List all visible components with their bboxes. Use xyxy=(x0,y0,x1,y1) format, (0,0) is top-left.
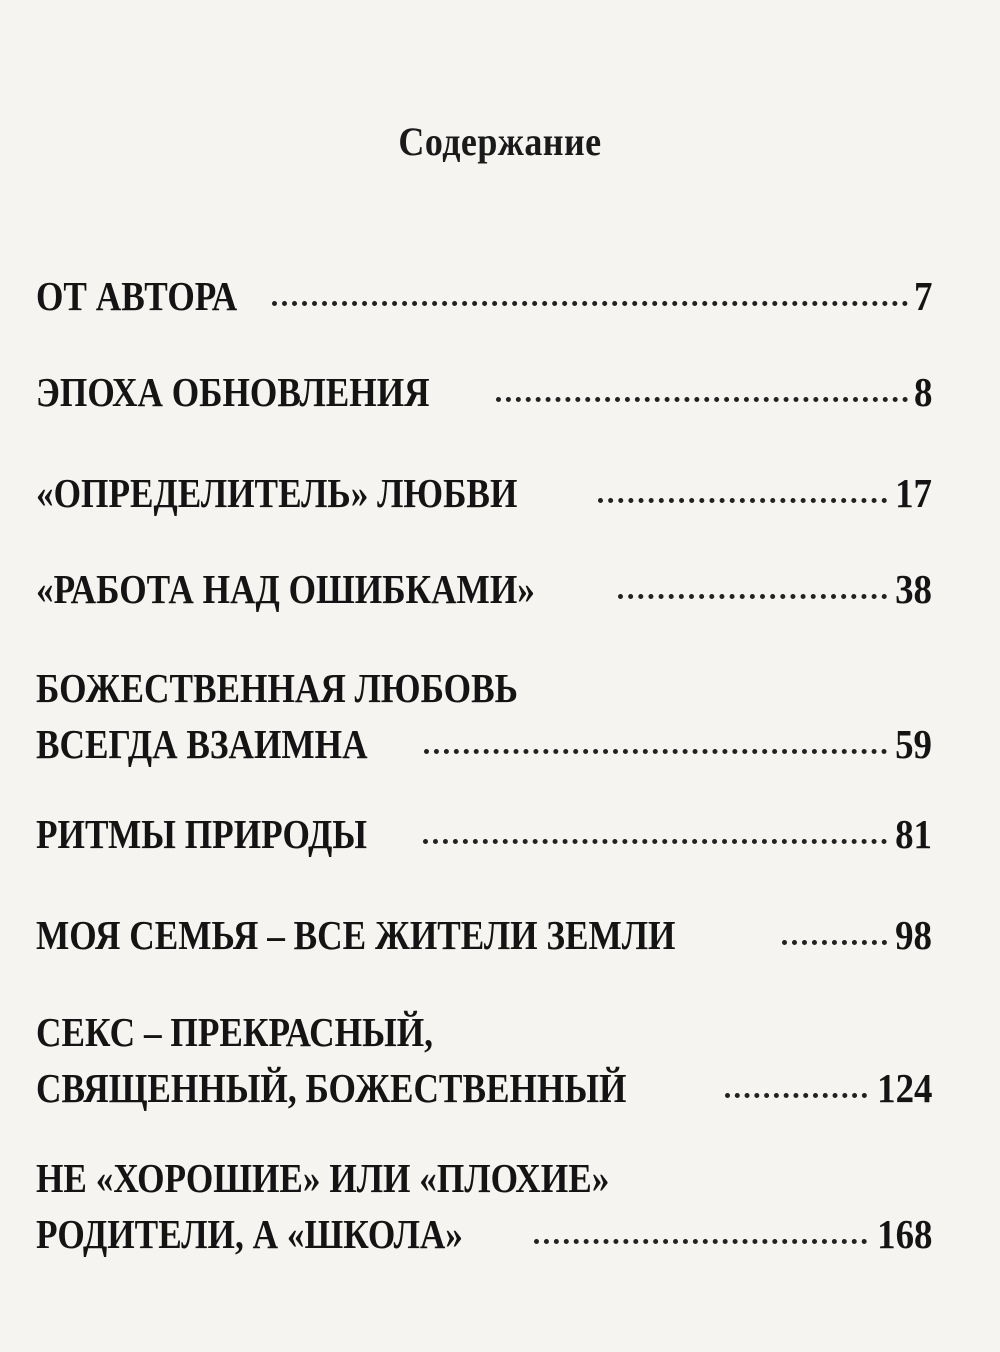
toc-entry-row xyxy=(36,364,932,420)
toc-entry-title: ВСЕГДА ВЗАИМНА xyxy=(36,721,368,767)
dot-leader xyxy=(424,749,887,754)
dot-leader xyxy=(598,498,887,503)
toc-entry-title: РИТМЫ ПРИРОДЫ xyxy=(36,811,368,857)
toc-entry-row xyxy=(36,268,932,324)
toc-entry-page: 38 xyxy=(895,566,932,612)
dot-leader xyxy=(496,397,908,402)
toc-entry-row xyxy=(36,806,932,862)
page-title: Содержание xyxy=(398,119,602,164)
toc-entry-title-line: СЕКС – ПРЕКРАСНЫЙ, xyxy=(36,1009,433,1055)
toc-entry-title: ОТ АВТОРА xyxy=(36,273,238,319)
toc-entry xyxy=(36,268,932,324)
toc-entry-title: РОДИТЕЛИ, А «ШКОЛА» xyxy=(36,1211,463,1257)
toc-entry-page: 8 xyxy=(913,369,932,415)
dot-leader xyxy=(782,940,887,945)
dot-leader xyxy=(423,839,887,844)
dot-leader xyxy=(534,1239,866,1244)
toc-entry-title: МОЯ СЕМЬЯ – ВСЕ ЖИТЕЛИ ЗЕМЛИ xyxy=(36,912,676,958)
toc-entry-page: 7 xyxy=(913,273,932,319)
toc-entry xyxy=(36,907,932,963)
toc-entry xyxy=(36,465,932,521)
toc-entry-title: СВЯЩЕННЫЙ, БОЖЕСТВЕННЫЙ xyxy=(36,1065,627,1111)
toc-entry-page: 59 xyxy=(895,721,932,767)
toc-entry-title: «РАБОТА НАД ОШИБКАМИ» xyxy=(36,566,535,612)
toc-entry-row xyxy=(36,1206,932,1262)
dot-leader xyxy=(725,1093,867,1098)
toc-entry-title: ЭПОХА ОБНОВЛЕНИЯ xyxy=(36,369,430,415)
toc-entry-page: 124 xyxy=(876,1065,932,1111)
dot-leader xyxy=(618,594,887,599)
toc-entry xyxy=(36,364,932,420)
toc-entry-row xyxy=(36,465,932,521)
toc-entry-row xyxy=(36,907,932,963)
toc-entry-row xyxy=(36,561,932,617)
toc-entry-title-line: БОЖЕСТВЕННАЯ ЛЮБОВЬ xyxy=(36,665,518,711)
toc-entry xyxy=(36,806,932,862)
toc-entry xyxy=(36,1150,932,1262)
dot-leader xyxy=(272,301,907,306)
toc-entry-row xyxy=(36,1060,932,1116)
toc-entry-page: 17 xyxy=(895,470,932,516)
toc-entry xyxy=(36,561,932,617)
toc-entry-page: 168 xyxy=(876,1211,932,1257)
toc-entry xyxy=(36,660,932,772)
toc-entry xyxy=(36,1004,932,1116)
toc-entry-title: «ОПРЕДЕЛИТЕЛЬ» ЛЮБВИ xyxy=(36,470,518,516)
toc-entry-page: 81 xyxy=(895,811,932,857)
toc-entry-title-line: НЕ «ХОРОШИЕ» ИЛИ «ПЛОХИЕ» xyxy=(36,1155,610,1201)
toc-entry-row xyxy=(36,716,932,772)
toc-entry-page: 98 xyxy=(895,912,932,958)
